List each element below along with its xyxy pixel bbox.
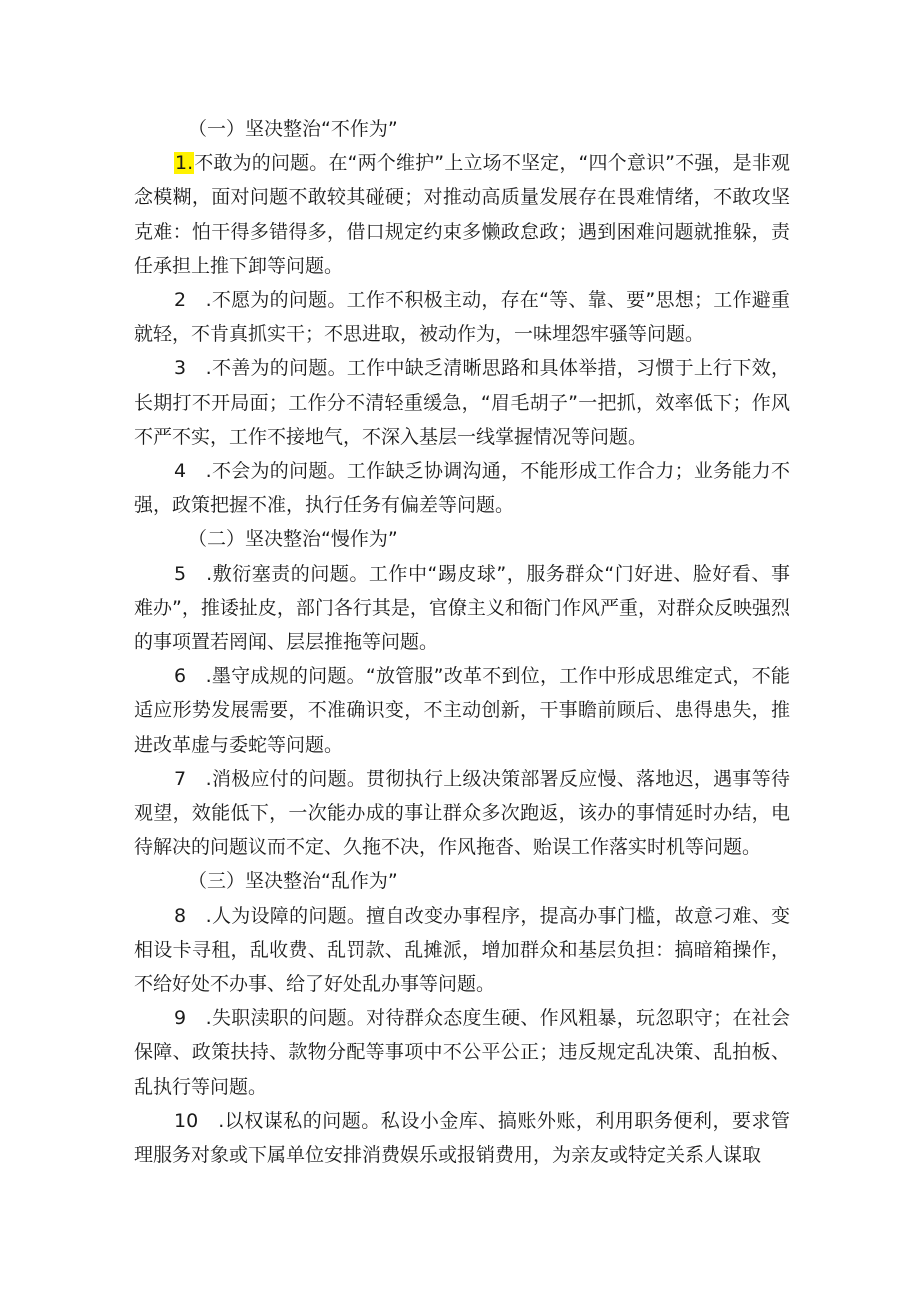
list-item-10: [134, 1104, 790, 1172]
item-number: 3 .: [174, 357, 212, 380]
item-number: 9 .: [174, 1007, 212, 1030]
list-item-4: [134, 454, 790, 522]
item-text: 以权谋私的问题。私设小金库、搞账外账，利用职务便利，要求管理服务对象或下属单位安排消费娱乐或报销费用，为亲友或特定关系人谋取: [134, 1109, 790, 1167]
list-item-9: [134, 1001, 790, 1104]
list-item-6: [134, 659, 790, 762]
item-number-highlighted: 1.: [175, 152, 194, 175]
item-number: 8 .: [174, 904, 212, 927]
item-number: 5 .: [174, 562, 213, 585]
item-number: 6 .: [174, 665, 212, 688]
section-heading-2: （二）坚决整治“慢作为”: [188, 528, 398, 551]
item-number: 7 .: [174, 767, 212, 790]
item-text: 不愿为的问题。工作不积极主动，存在“等、靠、要”思想；工作避重就轻，不肯真抓实干；不思进取，被动作为，一味埋怨牢骚等问题。: [134, 289, 790, 346]
item-text: 人为设障的问题。擅自改变办事程序，提高办事门槛，故意刁难、变相设卡寻租，乱收费、乱罚款、乱摊派，增加群众和基层负担：搞暗箱操作，不给好处不办事、给了好处乱办事等问题。: [134, 904, 790, 996]
section-heading-3: （三）坚决整治“乱作为”: [188, 870, 398, 893]
item-text: 消极应付的问题。贯彻执行上级决策部署反应慢、落地迟，遇事等待观望，效能低下，一次能办成的事让群众多次跑返，该办的事情延时办结，电待解决的问题议而不定、久拖不决，作风拖沓、贻误工作落实时机等问题。: [134, 767, 790, 859]
item-text: 墨守成规的问题。“放管服”改革不到位，工作中形成思维定式，不能适应形势发展需要，不准确识变，不主动创新，干事瞻前顾后、患得患失，推进改革虚与委蛇等问题。: [134, 665, 790, 756]
section-heading-1: （一）坚决整治“不作为”: [188, 118, 398, 140]
item-text: 不会为的问题。工作缺乏协调沟通，不能形成工作合力；业务能力不强，政策把握不准，执行任务有偏差等问题。: [134, 460, 790, 517]
item-text: 失职渎职的问题。对待群众态度生硬、作风粗暴，玩忽职守；在社会保障、政策扶持、款物分配等事项中不公平公正；违反规定乱决策、乱拍板、乱执行等问题。: [134, 1007, 790, 1098]
item-text: 不善为的问题。工作中缺乏清晰思路和具体举措，习惯于上行下效，长期打不开局面；工作分不清轻重缓急，“眉毛胡子”一把抓，效率低下；作风不严不实，工作不接地气，不深入基层一线掌握情况等问题。: [134, 357, 790, 448]
item-number: 10 .: [174, 1109, 225, 1132]
list-item-7: [134, 762, 790, 865]
list-item-5: [134, 557, 790, 660]
item-number: 4 .: [174, 460, 212, 483]
list-item-2: [134, 283, 790, 351]
item-text: 不敢为的问题。在“两个维护”上立场不坚定，“四个意识”不强，是非观念模糊，面对问题不敢较其碰硬；对推动高质量发展存在畏难情绪，不敢攻坚克难：怕干得多错得多，借口规定约束多懒政怠政；遇到困难问题就推躲，责任承担上推下卸等问题。: [134, 152, 790, 277]
list-item-8: [134, 899, 790, 1002]
item-text: 敷衍塞责的问题。工作中“踢皮球”，服务群众“门好进、脸好看、事难办”，推诿扯皮，部门各行其是，官僚主义和衙门作风严重，对群众反映强烈的事项置若罔闻、层层推拖等问题。: [134, 562, 790, 654]
list-item-3: [134, 351, 790, 454]
item-number: 2 .: [174, 289, 212, 312]
list-item-1: [134, 146, 790, 283]
